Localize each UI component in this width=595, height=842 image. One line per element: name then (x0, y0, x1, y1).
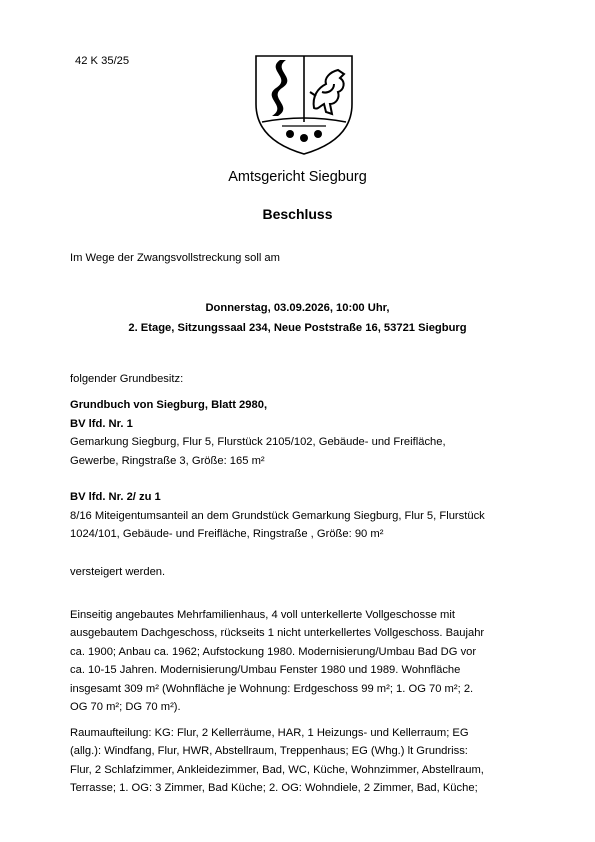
rooms-line: Flur, 2 Schlafzimmer, Ankleidezimmer, Bad, WC, Küche, Wohnzimmer, Abstellraum, (70, 764, 484, 776)
land-register: Grundbuch von Siegburg, Blatt 2980, (70, 399, 268, 411)
auction-statement: versteigert werden. (70, 566, 166, 578)
item1-heading: BV lfd. Nr. 1 (70, 418, 133, 430)
hearing-date: Donnerstag, 03.09.2026, 10:00 Uhr, (205, 302, 390, 314)
document-title: Beschluss (262, 206, 333, 222)
item2-heading: BV lfd. Nr. 2/ zu 1 (70, 491, 161, 503)
rooms-line: Raumaufteilung: KG: Flur, 2 Kellerräume, HAR, 1 Heizungs- und Kellerraum; EG (70, 727, 469, 739)
description-line: insgesamt 309 m² (Wohnfläche je Wohnung: Erdgeschoss 99 m²; 1. OG 70 m²; 2. (70, 683, 474, 695)
description-line: Einseitig angebautes Mehrfamilienhaus, 4 voll unterkellerte Vollgeschosse mit (70, 609, 455, 621)
description-line: ca. 1900; Anbau ca. 1962; Aufstockung 1980. Modernisierung/Umbau Bad DG vor (70, 646, 477, 658)
nrw-coat-of-arms-icon (252, 52, 356, 156)
item1-line: Gemarkung Siegburg, Flur 5, Flurstück 2105/102, Gebäude- und Freifläche, (70, 436, 446, 448)
item2-line: 8/16 Miteigentumsanteil an dem Grundstück Gemarkung Siegburg, Flur 5, Flurstück (70, 510, 485, 522)
court-name: Amtsgericht Siegburg (228, 169, 367, 185)
rooms-line: (allg.): Windfang, Flur, HWR, Abstellraum, Treppenhaus; EG (Whg.) lt Grundriss: (70, 745, 468, 757)
description-line: OG 70 m²; DG 70 m²). (70, 701, 181, 713)
hearing-place: 2. Etage, Sitzungssaal 234, Neue Poststraße 16, 53721 Siegburg (128, 322, 467, 334)
item2-line: 1024/101, Gebäude- und Freifläche, Ringstraße , Größe: 90 m² (70, 528, 384, 540)
intro-text: Im Wege der Zwangsvollstreckung soll am (70, 252, 280, 264)
description-line: ca. 10-15 Jahren. Modernisierung/Umbau Fenster 1980 und 1989. Wohnfläche (70, 664, 461, 676)
property-label: folgender Grundbesitz: (70, 373, 184, 385)
rooms-line: Terrasse; 1. OG: 3 Zimmer, Bad Küche; 2. OG: Wohndiele, 2 Zimmer, Bad, Küche; (70, 782, 478, 794)
file-number: 42 K 35/25 (75, 55, 130, 67)
item1-line: Gewerbe, Ringstraße 3, Größe: 165 m² (70, 455, 265, 467)
description-line: ausgebautem Dachgeschoss, rückseits 1 nicht unterkellertes Vollgeschoss. Baujahr (70, 627, 485, 639)
